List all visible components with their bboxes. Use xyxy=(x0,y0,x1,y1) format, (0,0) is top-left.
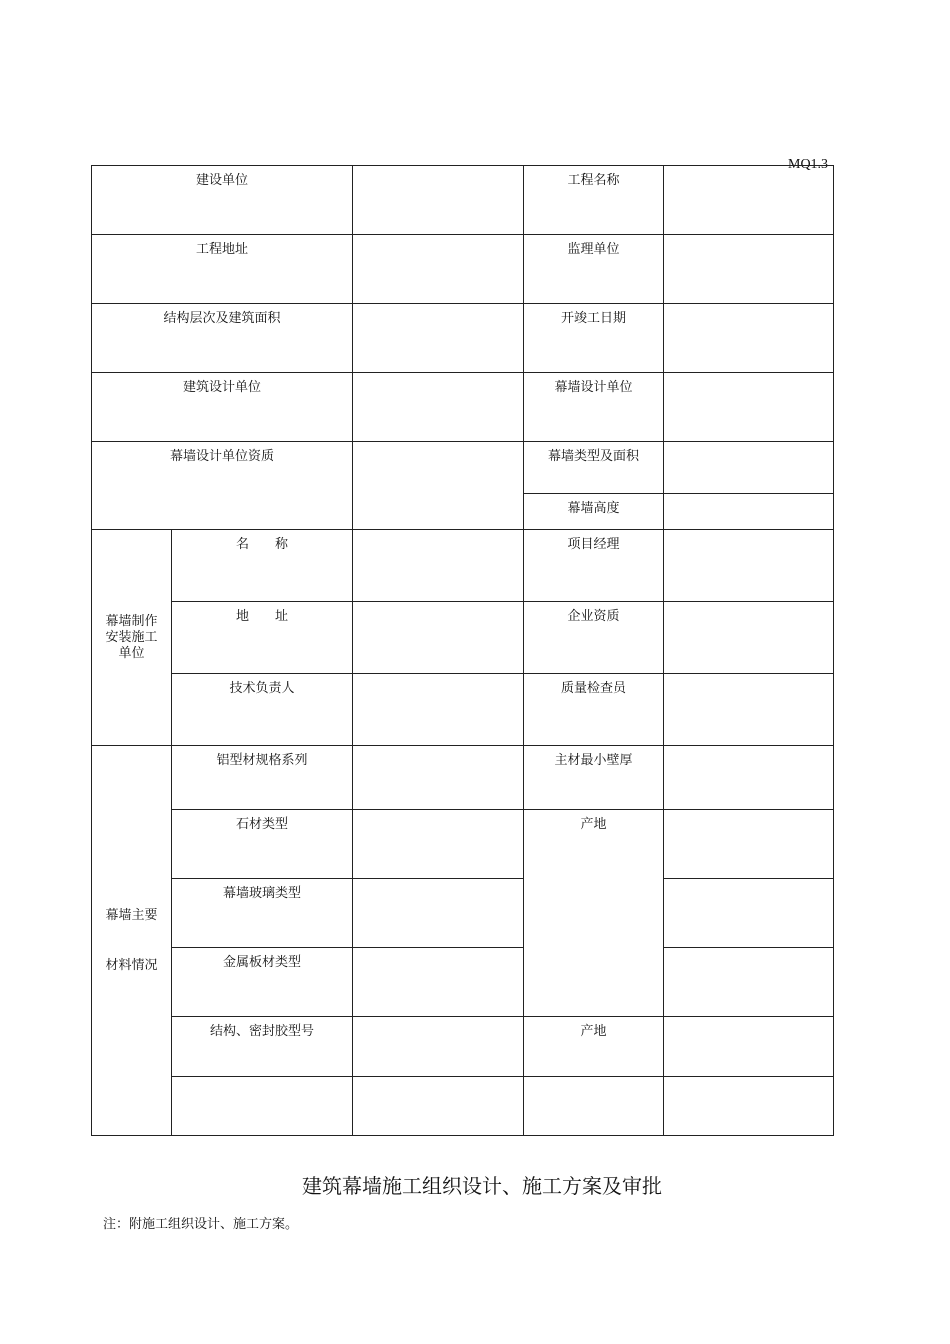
table-row xyxy=(92,1077,834,1136)
table-row xyxy=(92,602,834,674)
label-cell: 结构、密封胶型号 xyxy=(172,1017,353,1077)
value-cell[interactable] xyxy=(664,494,834,530)
table-row xyxy=(92,530,834,602)
label-cell: 企业资质 xyxy=(524,602,664,674)
value-cell[interactable] xyxy=(172,1077,353,1136)
value-cell[interactable] xyxy=(353,304,524,373)
value-cell[interactable] xyxy=(353,166,524,235)
label-cell: 技术负责人 xyxy=(172,674,353,746)
value-cell[interactable] xyxy=(664,1017,834,1077)
table-row xyxy=(92,304,834,373)
label-cell: 地 址 xyxy=(172,602,353,674)
value-cell[interactable] xyxy=(664,674,834,746)
label-cell: 幕墙设计单位资质 xyxy=(92,442,353,530)
material-group-label: 幕墙主要 材料情况 xyxy=(92,746,172,1136)
table-row xyxy=(92,442,834,494)
value-cell[interactable] xyxy=(664,602,834,674)
value-cell[interactable] xyxy=(664,1077,834,1136)
value-cell[interactable] xyxy=(664,304,834,373)
value-cell[interactable] xyxy=(353,674,524,746)
table-row xyxy=(92,879,834,948)
value-cell[interactable] xyxy=(353,746,524,810)
table-row xyxy=(92,166,834,235)
label-cell: 产地 xyxy=(524,1017,664,1077)
value-cell[interactable] xyxy=(353,948,524,1017)
table-row xyxy=(92,948,834,1017)
label-cell: 石材类型 xyxy=(172,810,353,879)
table-row xyxy=(92,746,834,810)
value-cell[interactable] xyxy=(353,235,524,304)
label-cell: 幕墙玻璃类型 xyxy=(172,879,353,948)
label-cell: 建筑设计单位 xyxy=(92,373,353,442)
table-row xyxy=(92,373,834,442)
value-cell[interactable] xyxy=(664,166,834,235)
label-cell: 监理单位 xyxy=(524,235,664,304)
label-cell: 幕墙设计单位 xyxy=(524,373,664,442)
value-cell[interactable] xyxy=(664,810,834,879)
label-cell: 名 称 xyxy=(172,530,353,602)
label-cell: 工程地址 xyxy=(92,235,353,304)
value-cell[interactable] xyxy=(664,948,834,1017)
project-info-table xyxy=(91,165,834,1136)
label-cell: 开竣工日期 xyxy=(524,304,664,373)
label-cell: 项目经理 xyxy=(524,530,664,602)
label-cell: 工程名称 xyxy=(524,166,664,235)
label-cell: 产地 xyxy=(524,810,664,1017)
value-cell[interactable] xyxy=(353,373,524,442)
value-cell[interactable] xyxy=(353,442,524,530)
value-cell[interactable] xyxy=(664,530,834,602)
table-row xyxy=(92,674,834,746)
label-cell: 铝型材规格系列 xyxy=(172,746,353,810)
form-code: MQ1.3 xyxy=(788,157,829,172)
label-cell: 幕墙高度 xyxy=(524,494,664,530)
value-cell[interactable] xyxy=(353,1017,524,1077)
value-cell[interactable] xyxy=(664,442,834,494)
label-cell: 结构层次及建筑面积 xyxy=(92,304,353,373)
attachment-note: 注：附施工组织设计、施工方案。 xyxy=(103,1217,299,1232)
value-cell[interactable] xyxy=(353,1077,524,1136)
value-cell[interactable] xyxy=(664,879,834,948)
install-group-label: 幕墙制作 安装施工 单位 xyxy=(92,530,172,746)
value-cell[interactable] xyxy=(524,1077,664,1136)
label-cell: 主材最小壁厚 xyxy=(524,746,664,810)
value-cell[interactable] xyxy=(664,373,834,442)
value-cell[interactable] xyxy=(353,879,524,948)
label-cell: 建设单位 xyxy=(92,166,353,235)
section-title: 建筑幕墙施工组织设计、施工方案及审批 xyxy=(302,1174,662,1198)
table-row xyxy=(92,1017,834,1077)
label-cell: 质量检查员 xyxy=(524,674,664,746)
table-row xyxy=(92,810,834,879)
label-cell: 金属板材类型 xyxy=(172,948,353,1017)
value-cell[interactable] xyxy=(664,746,834,810)
value-cell[interactable] xyxy=(353,530,524,602)
value-cell[interactable] xyxy=(353,602,524,674)
value-cell[interactable] xyxy=(353,810,524,879)
label-cell: 幕墙类型及面积 xyxy=(524,442,664,494)
table-row xyxy=(92,235,834,304)
value-cell[interactable] xyxy=(664,235,834,304)
